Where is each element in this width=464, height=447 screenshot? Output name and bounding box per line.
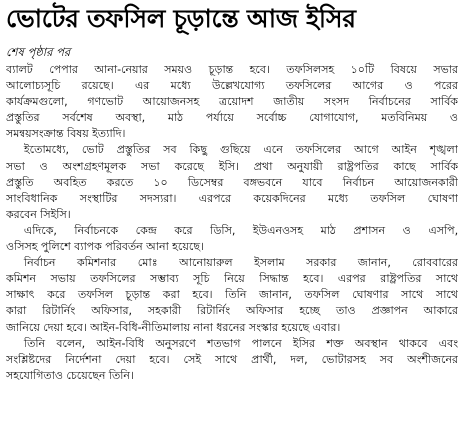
paragraph-line: এদিকে, নির্বাচনকে কেন্দ্র করে ডিসি, ইউএনওসহ মাঠ প্রশাসন ও এসপি, xyxy=(23,223,458,237)
paragraph-line: তিনি বলেন, আইন-বিধি অনুসরণে শতভাগ পালনে ইসির শক্ত অবস্থান থাকবে এবং xyxy=(23,336,458,350)
headline: ভোটের তফসিল চূড়ান্তে আজ ইসির xyxy=(6,4,356,33)
paragraph-line: কারা রিটার্নিং অফিসার, সহকারী রিটার্নিং অফিসার হচ্ছে তাও প্রজ্ঞাপন আকারে xyxy=(6,304,458,318)
paragraph-line: প্রস্তুতি অবহিত করতে ১০ ডিসেম্বর বঙ্গভবনে যাবে নির্বাচন আয়োজনকারী xyxy=(6,175,458,189)
paragraph-line: আলোচ্যসূচি রয়েছে। এর মধ্যে উল্লেখযোগ্য তফসিলের আগের ও পরের xyxy=(6,79,458,93)
paragraph-line: ইতোমধ্যে, ভোট প্রস্তুতির সব কিছু গুছিয়ে এনে তফসিলের আগে আইন শৃঙ্খলা xyxy=(23,143,458,157)
paragraph-line: কমিশন সভায় তফসিলের সম্ভাব্য সূচি নিয়ে সিদ্ধান্ত হবে। এরপর রাষ্ট্রপতির সাথে xyxy=(6,272,458,286)
paragraph-line: কার্যক্রমগুলো, গণভোট আয়োজনসহ ত্রয়োদশ জাতীয় সংসদ নির্বাচনের সার্বিক xyxy=(6,95,458,109)
paragraph-line: প্রস্তুতির সর্বশেষ অবস্থা, মাঠ পর্যায়ে সর্বোচ্চ যোগাযোগ, মতবিনিময় ও xyxy=(6,111,458,125)
paragraph-line: নির্বাচন কমিশনার মোঃ আনোয়ারুল ইসলাম সরকার জানান, রোববারের xyxy=(23,256,458,270)
paragraph-line: জানিয়ে দেয়া হবে। আইন-বিধি-নীতিমালায় নানা ধরনের সংস্কার হয়েছে এবার। xyxy=(6,320,341,334)
continuation-label: শেষ পৃষ্ঠার পর xyxy=(6,45,71,59)
paragraph-line: করবেন সিইসি। xyxy=(6,207,71,221)
paragraph-line: সাক্ষাৎ করে তফসিল চূড়ান্ত করা হবে। তিনি জানান, তফসিল ঘোষণার সাথে সাথে xyxy=(6,288,458,302)
paragraph-line: সাংবিধানিক সংস্থাটির সদস্যরা। এরপরে কয়েকদিনের মধ্যে তফসিল ঘোষণা xyxy=(6,191,458,205)
paragraph-line: সভা ও অংশগ্রহণমূলক সভা করেছে ইসি। প্রথা অনুযায়ী রাষ্ট্রপতির কাছে সার্বিক xyxy=(6,159,458,173)
paragraph-line: ওসিসহ পুলিশে ব্যাপক পরিবর্তন আনা হয়েছে। xyxy=(6,240,204,254)
paragraph-line: ব্যালট পেপার আনা-নেয়ার সময়ও চূড়ান্ত হবে। তফসিলসহ ১০টি বিষয়ে সভার xyxy=(6,63,458,76)
article-body xyxy=(6,62,458,384)
paragraph-line: সমন্বয়সংক্রান্ত বিষয় ইত্যাদি। xyxy=(6,127,126,141)
paragraph-line: সংশ্লিষ্টদের নির্দেশনা দেয়া হবে। সেই সাথে প্রার্থী, দল, ভোটারসহ সব অংশীজনের xyxy=(6,352,458,366)
paragraph-line: সহযোগিতাও চেয়েছেন তিনি। xyxy=(6,368,134,382)
